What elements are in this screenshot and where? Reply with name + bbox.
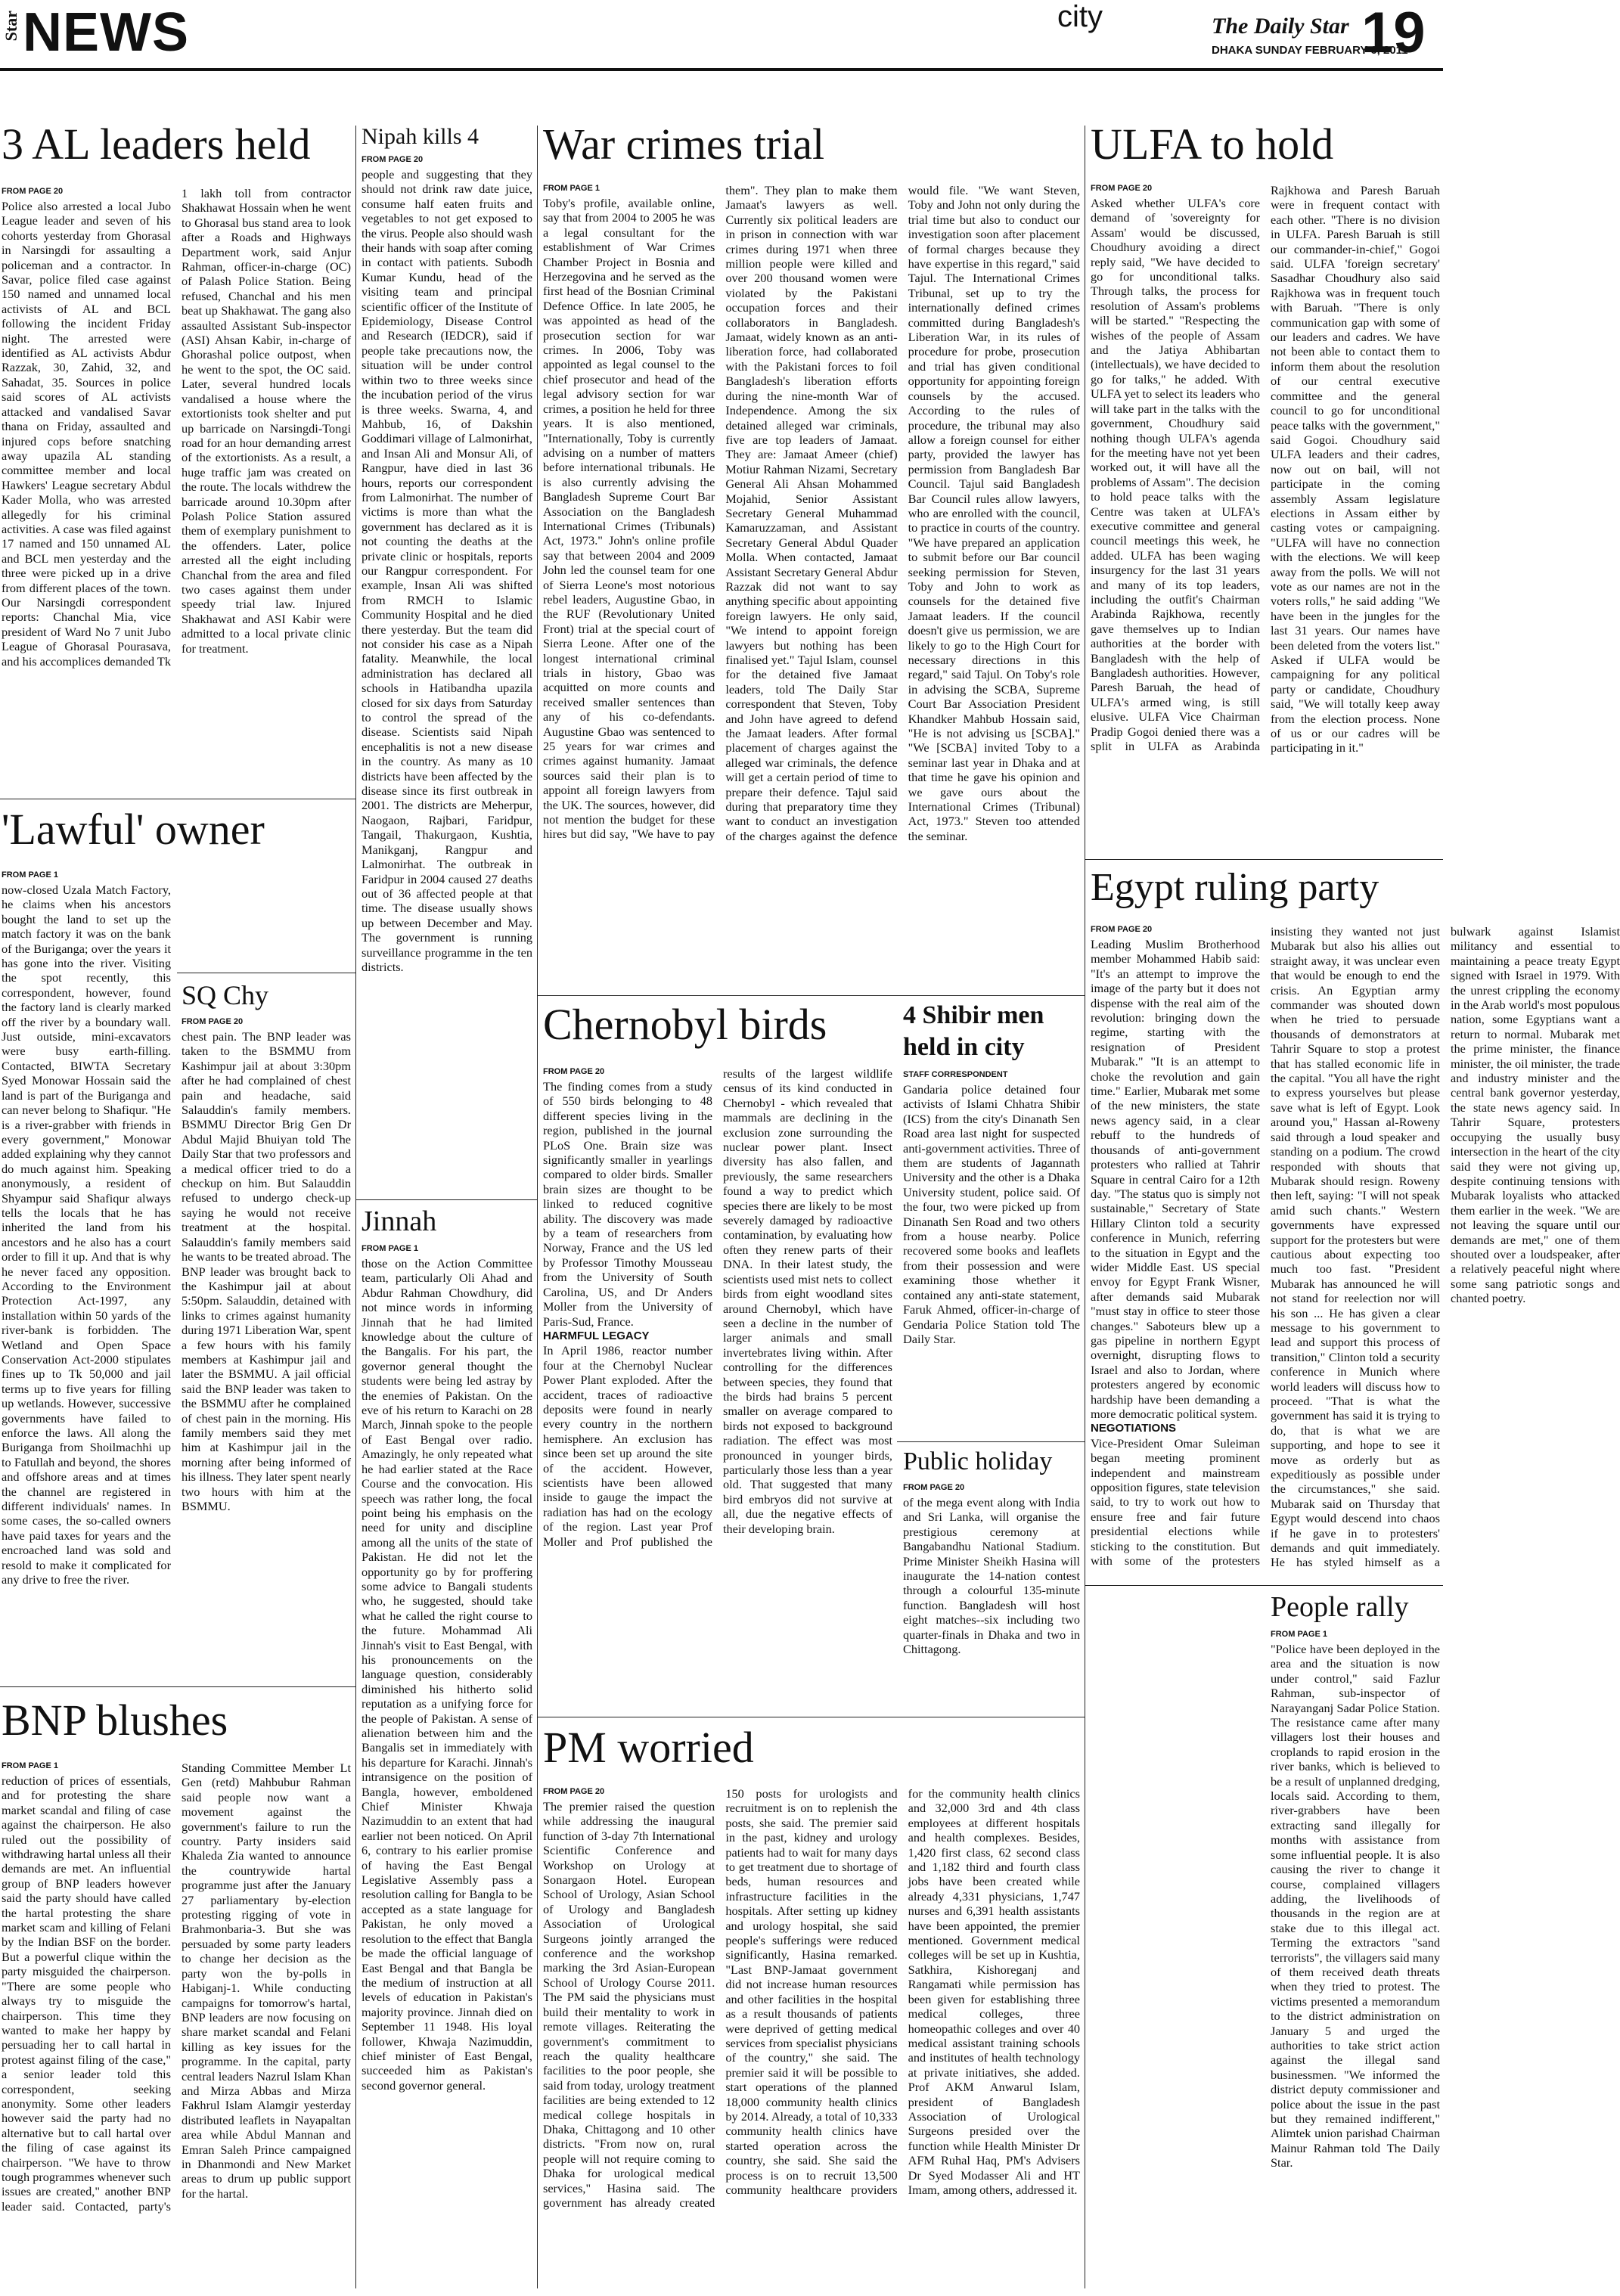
jump-line: FROM PAGE 20 xyxy=(543,1787,605,1796)
headline-chernobyl: Chernobyl birds xyxy=(543,1000,827,1049)
story-body-continued: Vice-President Omar Suleiman began meeting prominent independent and mainstream opposition figures, state television said, to try to work out how to ensure free and fair future presidential elections while sticking to the constitution. But with some of the protesters insisting they wanted not just Mubarak but also his allies out straight away, it was unclear even that would be enough to end the crisis. An Egyptian army commander was shouted down when he tried to persuade thousands of demonstrators at Tahrir Square to stop a protest that has stalled economic life in the capital. "You all have the right to express yourselves but please save what is left of Egypt. Look around you," Hassan al-Roweny said through a loud speaker and standing on a podium. The crowd responded with shouts that Mubarak should resign. Roweny then left, saying: "I will not speak amid such chants." Western governments have expressed support for the protesters but were cautious about expecting too much too fast. "President Mubarak has announced he will not stand for reelection nor will his son ... He has given a clear message to his government to lead and support this process of transition," Clinton told a security conference in Munich where world leaders will discuss how to proceed. "That is what the government has said it is trying to do, that is what we are supporting, and hope to see it move as orderly but as expeditiously as possible under the circumstances," she said. Mubarak said on Thursday that Egypt would descend into chaos if he gave in to protesters' demands and quit immediately. He has styled himself as a bulwark against Islamist militancy and essential to maintaining a peace treaty Egypt signed with Israel in 1979. With the unrest crippling the economy in the Arab world's most populous nation, some Egyptians want a return to normal. Mubarak met the prime minister, the finance minister, the oil minister, the trade and industry minister and the central bank governor yesterday, the state news agency said. In Tahrir Square, protesters occupying the usually busy intersection in the heart of the city said they were not giving up, despite continuing tensions with Mubarak loyalists who attacked them earlier in the week. "We are not leaving the square until our demands are met," one of them shouted over a loudspeaker, after a relatively peaceful night where some sang patriotic songs and chanted poetry. xyxy=(1091,924,1620,1570)
story-body: The premier raised the question while addressing the inaugural function of 3-day 7th International Scientific Conference and Workshop on Urology at Sonargaon Hotel. European School of Urology, Asian School of Urology and Bangladesh Association of Urological Surgeons jointly arranged the conference and the workshop marking the 3rd Asian-European School of Urology Course 2011. The PM said the physicians must build their mentality to work in remote villages. Reiterating the government's commitment to reach the quality healthcare facilities to the poor people, she said from today, urology treatment facilities are being extended to 12 medical college hospitals in Dhaka, Chittagong and 10 other districts. "From now on, rural people will not require coming to Dhaka for urological medical services," Hasina said. The government has already created 150 posts for urologists and recruitment is on to replenish the posts, she said. The premier said in the past, kidney and urology patients had to wait for many days to get treatment due to shortage of beds, human resources and infrastructure facilities in the hospitals. After setting up kidney and urology hospital, she said people's sufferings were reduced significantly, Hasina remarked. "Last BNP-Jamaat government did not increase human resources and other facilities in the hospital as a result thousands of patients were deprived of getting medical services from specialist physicians of the country," she said. The premier said it will be possible to start operations of the planned 18,000 community health clinics by 2014. Already, a total of 10,333 community health clinics have started operation across the country, she said. She said the process is on to recruit 13,500 community healthcare providers for the community health clinics and 32,000 3rd and 4th class employees at different hospitals and health complexes. Besides, 1,420 first class, 62 second class and 1,182 third and fourth class jobs have been created while already 4,331 physicians, 1,747 nurses and 6,391 health assistants have been appointed, the premier mentioned. Government medical colleges will be set up in Kushtia, Satkhira, Kishoreganj and Rangamati while permission has been given for establishing three medical colleges, three homeopathic colleges and over 40 medical assistant training schools and institutes of health technology at private initiatives, she added. Prof AKM Anwarul Islam, president of Bangladesh Association of Urological Surgeons presided over the function while Health Minister Dr AFM Ruhal Haq, PM's Advisers Dr Syed Modasser Ali and HT Imam, among others, addressed it. xyxy=(543,1786,1080,2210)
story-divider xyxy=(0,1686,355,1687)
headline-al-leaders: 3 AL leaders held xyxy=(2,119,311,169)
story-subhead: HARMFUL LEGACY xyxy=(543,1329,650,1342)
headline-lawful-owner: 'Lawful' owner xyxy=(2,805,265,854)
jump-line: FROM PAGE 20 xyxy=(362,155,424,164)
story-body: Gandaria police detained four activists of Islami Chhatra Shibir (ICS) from the city's Dinanath Sen Road area last night for suspected anti-government activities. Three of them are students of Jagannath University and the other is a Dhaka University student, police said. Of the four, two were picked up from Dinanath Sen Road and two others from a house nearby. Police recovered some books and leaflets from their possession and were examining those whether it contained any anti-state statement, Faruk Ahmed, officer-in-charge of Gendaria Police Station told The Daily Star. xyxy=(903,1082,1080,1346)
story-body: The finding comes from a study of 550 birds belonging to 48 different species living in the region, published in the journal PLoS One. Brain size was significantly smaller in yearlings compared to older birds. Smaller brain sizes are thought to be linked to reduced cognitive ability. The discovery was made by a team of researchers from Norway, France and the US led by Professor Timothy Mousseau from the University of South Carolina, US, and Dr Anders Moller from the University of Paris-Sud, France. xyxy=(543,1079,712,1329)
story-divider xyxy=(1085,1585,1443,1586)
headline-jinnah: Jinnah xyxy=(362,1205,437,1237)
story-sq-chy xyxy=(182,1016,351,1682)
story-body: reduction of prices of essentials, and for protesting the share market scandal and filing of case against the chairperson. He also ruled out the possibility of withdrawing hartal unless all their demands are met. An influential group of BNP leaders however said the party should have called the hartal protesting the share market scam and killing of Felani by the Indian BSF on the border. But a powerful clique within the party misguided the chairperson. "There are some people who always try to misguide the chairperson. This time they wanted to make her happy by persuading her to call hartal in protest against filing of the case," a senior leader told this correspondent, seeking anonymity. Some other leaders however said the party had no alternative but to call hartal over the filing of case against its chairperson. "We have to throw tough programmes whenever such issues are created," another BNP leader said. Contacted, party's Standing Committee Member Lt Gen (retd) Mahbubur Rahman said people now want a movement against the government's failure to run the country. Party insiders said Khaleda Zia wanted to announce the countrywide hartal programme just after the January 27 parliamentary by-election protesting rigging of vote in Brahmonbaria-3. But she was persuaded by some party leaders to change her decision as the party won the by-polls in Habiganj-1. While conducting campaigns for tomorrow's hartal, BNP leaders are now focusing on share market scandal and Felani killing as key issues for the programme. In the capital, party central leaders Nazrul Islam Khan and Mirza Abbas and Mirza Fakhrul Islam Alamgir yesterday distributed leaflets in Nayapaltan area while Abdul Mannan and Emran Saleh Prince campaigned in Dhanmondi and New Market areas to drum up public support for the hartal. xyxy=(2,1761,351,2214)
headline-bnp-blushes: BNP blushes xyxy=(2,1696,228,1745)
story-body: now-closed Uzala Match Factory, he claims when his ancestors bought the land to set up the match factory it was on the bank of the Buriganga; over the years it has gone into the river. Visiting the spot recently, this correspondent, however, found the factory land is clearly marked off the river by a boundary wall. Just outside, mini-excavators were busy earth-filling. Contacted, BIWTA Secretary Syed Monowar Hossain said the land is part of the Buriganga and can never belong to Shafiqur. "He is a river-grabber with friends in every government," Monowar added explaining why they cannot do much against him. Speaking anonymously, a resident of Shyampur said Shafiqur always tells the locals that he has inherited the land from his ancestors and he also has a court order to fill it up. And that is why he never faced any opposition. According to the Environment Protection Act-1997, any installation within 50 yards of the river-bank is forbidden. The Wetland and Open Space Conservation Act-2000 stipulates fines up to Tk 50,000 and jail terms up to five years for filling up wetlands. However, successive governments have failed to enforce the laws. All along the Buriganga from Shoilmachhi up to Fatullah and beyond, the shores and offshore areas and at times the channel are registered in different individuals' names. In some cases, the so-called owners have paid taxes for years and the encroached land was sold and resold to make it complicated for any drive to free the river. xyxy=(2,883,171,1587)
story-pm-worried xyxy=(543,1786,1080,2290)
story-al-leaders xyxy=(2,186,351,791)
jump-line: FROM PAGE 20 xyxy=(1091,184,1153,193)
jump-line: FROM PAGE 20 xyxy=(543,1067,605,1076)
paper-name: The Daily Star xyxy=(1212,14,1349,39)
jump-line: FROM PAGE 20 xyxy=(1091,925,1153,934)
section-title: NEWS xyxy=(23,2,189,63)
story-lawful-owner xyxy=(2,870,171,1679)
masthead-star-logo: Star xyxy=(2,11,20,42)
jump-line: FROM PAGE 1 xyxy=(543,184,600,193)
headline-pm-worried: PM worried xyxy=(543,1723,754,1772)
headline-ulfa: ULFA to hold xyxy=(1091,119,1334,169)
jump-line: FROM PAGE 1 xyxy=(362,1244,418,1253)
column-divider xyxy=(355,126,356,2288)
headline-nipah: Nipah kills 4 xyxy=(362,124,479,149)
section-subtitle: city xyxy=(1057,0,1103,33)
story-egypt xyxy=(1091,924,1620,1579)
story-people-rally xyxy=(1271,1629,1440,2290)
story-jinnah xyxy=(362,1243,532,2290)
story-body: chest pain. The BNP leader was taken to the BSMMU from Kashimpur jail at about 3:30pm after he had complained of chest pain and headache, said Salauddin's family members. BSMMU Director Brig Gen Dr Abdul Majid Bhuiyan told The Daily Star that two professors and a medical officer tried to do a checkup on him. But Salauddin refused to undergo check-up saying he would not receive treatment at the hospital. Salauddin's family members said he wants to be treated abroad. The BNP leader was brought back to the Kashimpur jail at about 5:50pm. Salauddin, detained with links to crimes against humanity during 1971 Liberation War, spent a few hours with his family members at Kashimpur jail and later the BSMMU. A jail official said the BNP leader was taken to the BSMMU after he complained of chest pain in the morning. His family members said they met him at Kashimpur jail in the morning after being informed of his illness. They later spent nearly two hours with him at the BSMMU. xyxy=(182,1029,351,1513)
story-shibir xyxy=(903,1069,1080,1435)
story-body: Asked whether ULFA's core demand of 'sovereignty for Assam' would be discussed, Choudhury avoiding a direct reply said, "We have decided to go for unconditional talks. Through talks, the process for resolution of Assam's problems will be started." "Respecting the wishes of the people of Assam and the Jatiya Abhibartan (intellectuals), we have decided to go for talks," he added. With ULFA yet to select its leaders who will take part in the talks with the government, Choudhury said nothing though ULFA's agenda for the meeting have not yet been worked out, it will have all the problems of Assam". The decision to hold peace talks with the Centre was taken at ULFA's executive committee and general council meetings this week, he added. ULFA has been waging insurgency for the last 31 years and many of its top leaders, including the outfit's Chairman Arabinda Rajkhowa, recently gave themselves up to Indian authorities at the border with Bangladesh with the help of Bangladesh authorities. However, Paresh Baruah, the head of ULFA's armed wing, is still elusive. ULFA Vice Chairman Pradip Gogoi denied there was a split in ULFA as Arabinda Rajkhowa and Paresh Baruah were in frequent contact with each other. "There is no division in ULFA. Paresh Baruah is still our commander-in-chief," Gogoi said. ULFA 'foreign secretary' Sasadhar Choudhury also said Rajkhowa was in frequent touch with Baruah. "There is only communication gap with some of our leaders and cadres. We have not been able to contact them to inform them about the resolution of our central executive committee and the general council to go for unconditional peace talks with the government," said Gogoi. Choudhury said ULFA leaders and their cadres, now out on bail, will not participate in the coming assembly Assam legislature elections in Assam either by casting votes or campaigning. "ULFA will have no connection with the elections. We will keep away from the polls. We will not vote as our names are not in the voters rolls," he said adding "We have been in the jungles for the last 31 years. Our names have been deleted from the voters list." Asked if ULFA would be campaigning for any political party or candidate, Choudhury said, "We will totally keep away from the election process. None of us or our cadres will be participating in it." xyxy=(1091,183,1440,756)
story-public-holiday xyxy=(903,1482,1080,1711)
story-nipah xyxy=(362,154,532,1195)
headline-shibir-line2: held in city xyxy=(903,1033,1025,1061)
byline: STAFF CORRESPONDENT xyxy=(903,1070,1008,1079)
story-divider xyxy=(355,1199,537,1200)
story-body: "Police have been deployed in the area and the situation is now under control," said Fazlur Rahman, sub-inspector of Narayanganj Sadar Police Station. The resistance came after many villagers lost their houses and croplands to rapid erosion in the river banks, which is believed to be a result of unplanned dredging, locals said. According to them, river-grabbers have been extracting sand illegally for months with assistance from some influential people. It is also causing the river to change it course, complained villagers adding, the livelihoods of thousands in the region are at stake due to this illegal act. Terming the extractors "sand terrorists", the villagers said many of them received death threats when they tried to protest. The victims presented a memorandum to the district administration on January 5 and urged the authorities to take strict action against the illegal sand businessmen. "We informed the district deputy commissioner and police about the issue in the past but they remained indifferent," Alimtek union parishad Chairman Mainur Rahman told The Daily Star. xyxy=(1271,1642,1440,2170)
story-body: Police also arrested a local Jubo League leader and seven of his cohorts yesterday from Ghorasal in Narsingdi for assaulting a policeman and a contractor. In Savar, police filed case against 150 named and unnamed local activists of AL and BCL following the incident Friday night. The arrested were identified as AL activists Abdur Razzak, 30, Zahid, 32, and Sahadat, 35. Sources in police said scores of AL activists attacked and vandalised Savar thana on Friday, assaulted and injured cops before snatching away upazila AL standing committee member and local Hawkers' League secretary Abdul Kader Molla, who was arrested allegedly for his criminal activities. A case was filed against 17 named and 150 unnamed AL and BCL men yesterday and the three were picked up in a drive from different places of the town. Our Narsingdi correspondent reports: Chanchal Mia, vice president of Ward No 7 unit Jubo League of Ghorasal Pourasava, and his accomplices demanded Tk 1 lakh toll from contractor Shakhawat Hossain when he went to Ghorasal bus stand area to look after a Roads and Highways Department work, said Anjur Rahman, officer-in-charge (OC) of Palash Police Station. Being refused, Chanchal and his men beat up Shakhawat. The gang also assaulted Assistant Sub-inspector (ASI) Ahsan Kabir, in-charge of Ghorashal police outpost, when he went to the spot, the OC said. Later, several hundred locals vandalised a house where the extortionists took shelter and put up barricade on Narsingdi-Tongi road for an hour demanding arrest of the extortionists. As a result, a huge traffic jam was created on the route. The locals withdrew the barricade around 10.30pm after Polash Police Station assured them of exemplary punishment to the offenders. Later, police arrested all the eight including Chanchal from the area and filed two cases against them under speedy trial law. Injured Shakhawat and ASI Kabir were admitted to a local private clinic for treatment. xyxy=(2,186,351,669)
column-divider xyxy=(537,126,538,2288)
jump-line: FROM PAGE 1 xyxy=(1271,1630,1327,1639)
story-body: Leading Muslim Brotherhood member Mohammed Habib said: "It's an attempt to improve the image of the party but it does not dispense with the real aim of the revolution: bringing down the regime, starting with the resignation of President Mubarak." "It is an attempt to choke the revolution and gain time." Earlier, Mubarak met some of the new ministers, the state news agency said, in a clear rebuff to the hundreds of thousands of anti-government protesters who rallied at Tahrir Square in central Cairo for a 12th day. "The status quo is simply not sustainable," Secretary of State Hillary Clinton told a security conference in Munich, referring to the situation in Egypt and the wider Middle East. US special envoy for Egypt Frank Wisner, after demands said Mubarak "must stay in office to steer those changes." Saboteurs blew up a gas pipeline in northern Egypt overnight, disrupting flows to Israel and also to Jordan, where protesters angered by economic hardship have been demanding a more democratic political system. xyxy=(1091,937,1260,1421)
masthead-rule xyxy=(0,68,1443,71)
story-ulfa xyxy=(1091,183,1440,852)
headline-shibir-line1: 4 Shibir men xyxy=(903,1001,1044,1029)
jump-line: FROM PAGE 20 xyxy=(903,1483,965,1492)
jump-line: FROM PAGE 1 xyxy=(2,1761,58,1770)
headline-war-crimes: War crimes trial xyxy=(543,119,825,169)
masthead xyxy=(0,0,1443,70)
story-divider xyxy=(537,995,1085,996)
story-subhead: NEGOTIATIONS xyxy=(1091,1422,1177,1435)
headline-egypt: Egypt ruling party xyxy=(1091,866,1379,909)
story-body: those on the Action Committee team, particularly Oli Ahad and Abdur Rahman Chowdhury, did not mince words in informing Jinnah that he had limited knowledge about the culture of the Bangalis. For his part, the governor general thought the students were being led astray by the enemies of Pakistan. On the eve of his return to Karachi on 28 March, Jinnah spoke to the people of East Bengal over radio. Amazingly, he only repeated what he had earlier stated at the Race Course and the convocation. His speech was rather long, the focal point being his emphasis on the need for unity and discipline among all the units of the state of Pakistan. He did not let the opportunity go by for proffering some advice to Bangali students who, he suggested, should take what he called the right course to the future. Mohammad Ali Jinnah's visit to East Bengal, with his pronouncements on the language question, considerably diminished his hitherto solid reputation as a unifying force for the people of Pakistan. A sense of alienation between him and the Bangalis set in immediately with his departure for Karachi. Jinnah's intransigence on the position of Bangla, however, emboldened Chief Minister Khwaja Nazimuddin to an extent that had earlier not been noticed. On April 6, contrary to his earlier promise of having the East Bengal Legislative Assembly pass a resolution calling for Bangla to be accepted as a state language for Pakistan, he only moved a resolution to the effect that Bangla be made the official language of East Bengal and that Bangla be the medium of instruction at all levels of education in Pakistan's majority province. Jinnah died on September 11 1948. His loyal follower, Khwaja Nazimuddin, chief minister of East Bengal, succeeded him as Pakistan's second governor general. xyxy=(362,1256,532,2093)
story-divider xyxy=(897,1441,1085,1442)
story-bnp-blushes xyxy=(2,1761,351,2290)
story-divider xyxy=(1085,859,1443,860)
jump-line: FROM PAGE 20 xyxy=(2,187,64,196)
story-body-continued: In April 1986, reactor number four at the Chernobyl Nuclear Power Plant exploded. After the accident, traces of radioactive deposits were found in nearly every country in the northern hemisphere. An exclusion has since been set up around the site of the accident. However, scientists have been allowed inside to gauge the impact the radiation has had on the ecology of the region. Last year Prof Moller and Prof published the results of the largest wildlife census of its kind conducted in Chernobyl - which revealed that mammals are declining in the exclusion zone surrounding the nuclear power plant. Insect diversity has also fallen, and previously, the same researchers found a way to predict which species there are likely to be most severely damaged by radioactive contamination, by evaluating how often they renew parts of their DNA. In their latest study, the scientists used mist nets to collect birds from eight woodland sites around Chernobyl, which have seen a decline in the number of larger animals and small invertebrates living within. After controlling for the differences between species, they found that the birds had brains 5 percent smaller on average compared to birds not exposed to background radiation. The effect was most pronounced in younger birds, particularly those less than a year old. That suggested that many bird embryos did not survive at all, due the negative effects of their developing brain. xyxy=(543,1066,892,1549)
issue-date: DHAKA SUNDAY FEBRUARY 6, 2011 xyxy=(1212,44,1408,57)
headline-sq-chy: SQ Chy xyxy=(182,980,269,1010)
page-number: 19 xyxy=(1361,1,1426,65)
story-body: people and suggesting that they should not drink raw date juice, consume half eaten fruits and vegetables to not get exposed to the virus. People also should wash their hands with soap after coming in contact with patients. Subodh Kumar Kundu, head of the visiting team and principal scientific officer of the Institute of Epidemiology, Disease Control and Research (IEDCR), said if people take precautions now, the situation will be under control within two to three weeks since the incubation period of the virus is three weeks. Swarna, 4, and Mahbub, 16, of Dakshin Goddimari village of Lalmonirhat, and Insan Ali and Monsur Ali, of Rangpur, have died in last 36 hours, reports our correspondent from Lalmonirhat. The number of victims is more than what the government has declared as it is not counting the deaths at the private clinic or hospitals, reports our Rangpur correspondent. For example, Insan Ali was shifted from RMCH to Islamic Community Hospital and he died there yesterday. But the team did not consider his case as a Nipah fatality. Meanwhile, the local administration has declared all schools in Hatibandha upazila closed for six days from Saturday to control the spread of the disease. Scientists said Nipah encephalitis is not a new disease in the country. As many as 10 districts have been affected by the disease since its first outbreak in 2001. The districts are Meherpur, Naogaon, Rajbari, Faridpur, Tangail, Thakurgaon, Kushtia, Manikganj, Rangpur and Lalmonirhat. The outbreak in Faridpur in 2004 caused 27 deaths out of 36 affected people at that time. The disease usually shows up between December and May. The government is running surveillance programme in the ten districts. xyxy=(362,167,532,974)
jump-line: FROM PAGE 20 xyxy=(182,1017,244,1026)
headline-public-holiday: Public holiday xyxy=(903,1447,1053,1475)
story-body: Toby's profile, available online, say that from 2004 to 2005 he was a legal consultant for the establishment of War Crimes Chamber Project in Bosnia and Herzegovina and he served as the first head of the Bosnian Criminal Defence Office. In late 2005, he was appointed as head of the prosecution section for war crimes. In 2006, Toby was appointed as legal counsel to the chief prosecutor and head of the legal advisory section for war crimes, a position he held for three years. It is also mentioned, "Internationally, Toby is currently advising on a number of matters before international tribunals. He is also currently advising the Bangladesh Supreme Court Bar Association on the Bangladesh International Crimes (Tribunals) Act, 1973." John's online profile say that between 2004 and 2009 John led the counsel team for one of Sierra Leone's most notorious rebel leaders, Augustine Gbao, in the RUF (Revolutionary United Front) trial at the special court of Sierra Leone. After one of the longest international criminal trials in history, Gbao was acquitted on more counts and received smaller sentences than any of his co-defendants. Augustine Gbao was sentenced to 25 years for war crimes and crimes against humanity. Jamaat sources said their plan is to appoint all foreign lawyers from the UK. The sources, however, did not mention the budget for these hires but did say, "We have to pay them". They plan to make them Jamaat's lawyers as well. Currently six political leaders are in prison in connection with war crimes during 1971 when three million people were killed and over 200 thousand women were violated by the Pakistani occupation forces and their collaborators in Bangladesh. Jamaat, widely known as an anti-liberation force, had collaborated with the Pakistani forces to foil Bangladesh's liberation efforts during the nine-month War of Independence. Among the six detained alleged war criminals, five are top leaders of Jamaat. They are: Jamaat Ameer (chief) Motiur Rahman Nizami, Secretary General Ali Ahsan Mohammed Mojahid, Senior Assistant Secretary General Muhammad Kamaruzzaman, and Assistant Secretary General Abdul Quader Molla. When contacted, Jamaat Assistant Secretary General Abdur Razzak did not want to say anything specific about appointing foreign lawyers. He only said, "We intend to appoint foreign lawyers but nothing has been finalised yet." Tajul Islam, counsel for the detained five Jamaat leaders, told The Daily Star correspondent that Steven, Toby and John have agreed to defend the Jamaat leaders. After formal placement of charges against the alleged war criminals, the defence will get a certain period of time to prepare their defence. Tajul said during that preparatory time they want to conduct an investigation of the charges against the defence would file. "We want Steven, Toby and John not only during the trial time but also to conduct our investigation soon after placement of formal charges because they have expertise in this regard," said Tajul. The International Crimes Tribunal, set up to try the internationally defined crimes committed during Bangladesh's Liberation War, in its rules of procedure for probe, prosecution and trial has given conditional opportunity for appointing foreign counsels by the accused. According to the rules of procedure, the tribunal may also allow a foreign counsel for either party, provided the lawyer has permission from Bangladesh Bar Council. Tajul said Bangladesh Bar Council rules allow lawyers, who are enrolled with the council, to practice in courts of the country. "We have prepared an application to submit before our Bar council seeking permission for Steven, Toby and John to work as counsels for the detained five Jamaat leaders. If the council doesn't give us permission, we are likely to go to the High Court for necessary directions in this regard," said Tajul. On Toby's role in advising the SCBA, Supreme Court Bar Association President Khandker Mahbub Hossain said, "He is not advising us [SCBA]." "We [SCBA] invited Toby to a seminar last year in Dhaka and at that time he gave his opinion and we gave ours about the International Crimes (Tribunal) Act, 1973." Steven too attended the seminar. xyxy=(543,183,1080,843)
story-chernobyl xyxy=(543,1066,892,1709)
jump-line: FROM PAGE 1 xyxy=(2,870,58,880)
story-body: of the mega event along with India and Sri Lanka, will organise the prestigious ceremony at Bangabandhu National Stadium. Prime Minister Sheikh Hasina will inaugurate the 14-nation contest through a colourful 135-minute function. Bangladesh will host eight matches--six including two quarter-finals in Dhaka and two in Chittagong. xyxy=(903,1495,1080,1657)
story-war-crimes xyxy=(543,183,1080,988)
headline-people-rally: People rally xyxy=(1271,1591,1409,1623)
